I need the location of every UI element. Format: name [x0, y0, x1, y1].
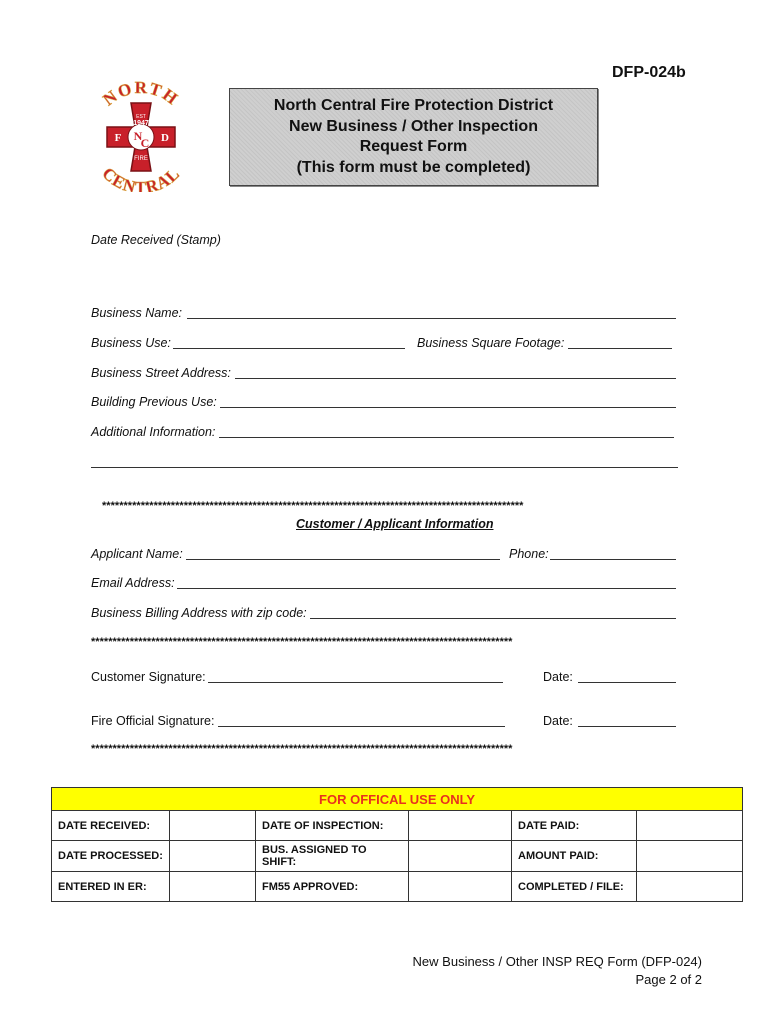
footer-form-name: New Business / Other INSP REQ Form (DFP-024)	[412, 954, 702, 969]
fire-district-emblem-icon	[82, 80, 200, 192]
customer-date-label: Date:	[543, 670, 573, 684]
footer-page-number: Page 2 of 2	[635, 972, 702, 987]
separator-1: **************************************************************************************************	[102, 500, 524, 512]
date-paid-cell-value[interactable]	[637, 811, 743, 841]
title-line-2: New Business / Other Inspection	[289, 117, 538, 135]
title-line-3: Request Form	[359, 138, 468, 155]
form-title-box	[229, 88, 598, 186]
page-footer	[413, 953, 702, 989]
logo-arc-top: NORTH	[99, 80, 183, 110]
business-name-label: Business Name:	[91, 306, 183, 320]
date-of-inspection-cell-value[interactable]	[409, 811, 512, 841]
business-name-field[interactable]	[187, 318, 676, 319]
title-line-1: North Central Fire Protection District	[273, 97, 554, 114]
completed-file-cell-value[interactable]	[637, 872, 743, 902]
logo-letter-c: C	[140, 136, 150, 150]
official-date-label: Date:	[543, 714, 573, 728]
official-signature-field[interactable]	[218, 726, 505, 727]
office-use-heading: FOR OFFICAL USE ONLY	[52, 788, 743, 811]
date-received-cell-value[interactable]	[170, 811, 256, 841]
square-footage-field[interactable]	[568, 348, 672, 349]
logo-letter-f: F	[114, 132, 122, 144]
email-label: Email Address:	[91, 576, 175, 590]
form-code: DFP-024b	[612, 64, 686, 81]
additional-info-field[interactable]	[219, 437, 674, 438]
entered-in-er-cell-label: ENTERED IN ER:	[52, 872, 170, 902]
logo-est-label: EST	[136, 114, 146, 120]
official-date-field[interactable]	[578, 726, 676, 727]
logo-letter-n: N	[133, 129, 143, 143]
square-footage-label: Business Square Footage:	[417, 336, 565, 350]
date-received-cell-label: DATE RECEIVED:	[52, 811, 170, 841]
additional-info-field-line-2[interactable]	[91, 467, 678, 468]
phone-field[interactable]	[550, 559, 676, 560]
billing-address-label: Business Billing Address with zip code:	[91, 606, 307, 620]
previous-use-field[interactable]	[220, 407, 676, 408]
separator-3: **************************************************************************************************	[91, 743, 513, 755]
additional-info-label: Additional Information:	[91, 425, 216, 439]
logo-letter-d: D	[161, 132, 169, 144]
customer-signature-field[interactable]	[208, 682, 503, 683]
entered-in-er-cell-value[interactable]	[170, 872, 256, 902]
date-processed-cell-value[interactable]	[170, 841, 256, 872]
customer-date-field[interactable]	[578, 682, 676, 683]
billing-address-field[interactable]	[310, 618, 676, 619]
customer-section-heading: Customer / Applicant Information	[296, 517, 494, 531]
date-received-stamp-label: Date Received (Stamp)	[91, 233, 221, 247]
email-field[interactable]	[177, 588, 676, 589]
logo-arc-bottom: CENTRAL	[98, 163, 184, 192]
amount-paid-cell-label: AMOUNT PAID:	[512, 841, 637, 872]
business-use-label: Business Use:	[91, 336, 171, 350]
fm55-approved-cell-label: FM55 APPROVED:	[256, 872, 409, 902]
district-logo	[82, 80, 200, 192]
bus-assigned-cell-value[interactable]	[409, 841, 512, 872]
customer-signature-label: Customer Signature:	[91, 670, 206, 684]
fm55-approved-cell-value[interactable]	[409, 872, 512, 902]
logo-est-year: 1947	[133, 120, 149, 127]
table-row	[52, 841, 743, 872]
logo-fire-word: FIRE	[134, 156, 148, 162]
official-signature-label: Fire Official Signature:	[91, 714, 215, 728]
applicant-name-label: Applicant Name:	[91, 547, 183, 561]
street-address-label: Business Street Address:	[91, 366, 231, 380]
table-row	[52, 811, 743, 841]
title-line-4: (This form must be completed)	[296, 158, 531, 176]
table-row	[52, 872, 743, 902]
amount-paid-cell-value[interactable]	[637, 841, 743, 872]
applicant-name-field[interactable]	[186, 559, 500, 560]
business-use-field[interactable]	[173, 348, 405, 349]
office-use-table	[51, 787, 743, 902]
previous-use-label: Building Previous Use:	[91, 395, 217, 409]
separator-2: **************************************************************************************************	[91, 636, 513, 648]
date-paid-cell-label: DATE PAID:	[512, 811, 637, 841]
phone-label: Phone:	[509, 547, 549, 561]
street-address-field[interactable]	[235, 378, 676, 379]
date-processed-cell-label: DATE PROCESSED:	[52, 841, 170, 872]
office-use-header-row	[52, 788, 743, 811]
completed-file-cell-label: COMPLETED / FILE:	[512, 872, 637, 902]
date-of-inspection-cell-label: DATE OF INSPECTION:	[256, 811, 409, 841]
bus-assigned-cell-label: BUS. ASSIGNED TO SHIFT:	[256, 841, 409, 872]
